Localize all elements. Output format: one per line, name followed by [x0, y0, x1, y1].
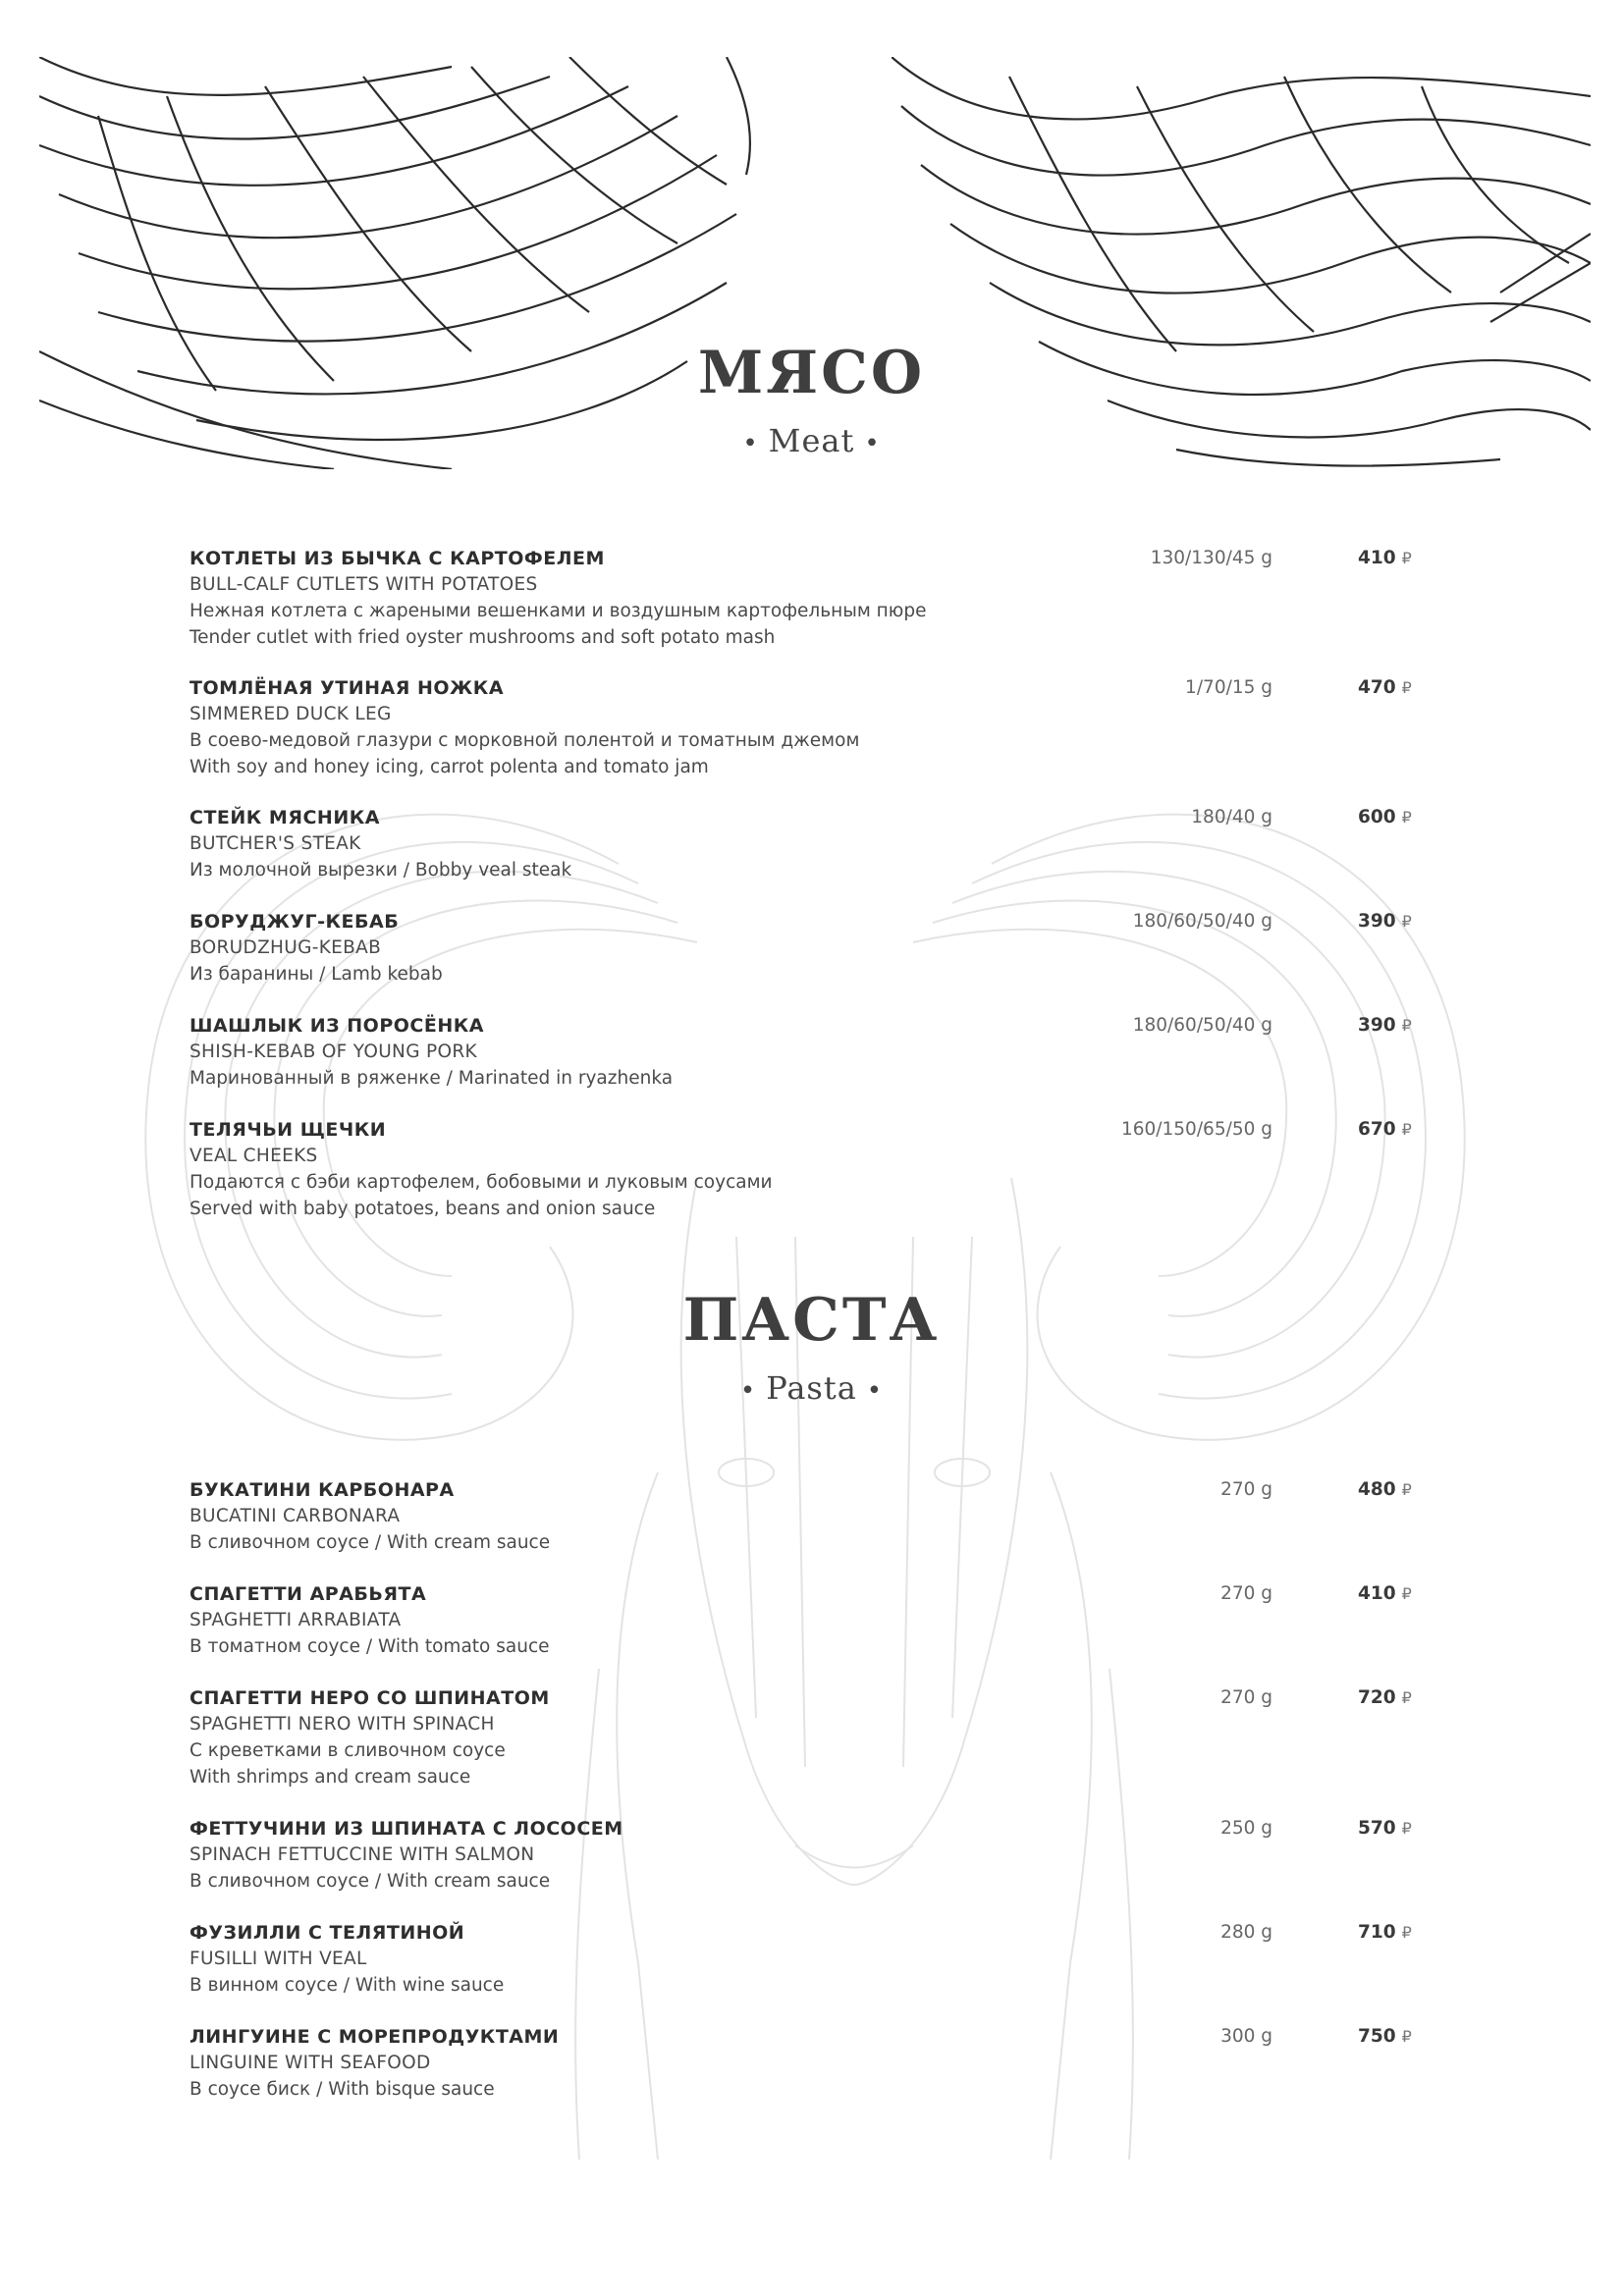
price-value: 410 [1358, 1583, 1396, 1604]
dish-description: Нежная котлета с жареными вешенками и воздушным картофельным пюре [189, 601, 927, 621]
dish-weight: 270 g [1220, 1583, 1272, 1604]
dish-description: With shrimps and cream sauce [189, 1767, 471, 1788]
dish-price [1358, 911, 1412, 932]
dish-weight: 270 g [1220, 1687, 1272, 1708]
dish-description: Подаются с бэби картофелем, бобовыми и луковым соусами [189, 1172, 773, 1193]
dish-description: Served with baby potatoes, beans and onion sauce [189, 1199, 656, 1219]
dish-name: СПАГЕТТИ НЕРО СО ШПИНАТОМ [189, 1687, 550, 1709]
menu-item [189, 1922, 1436, 2030]
dish-name: ФУЗИЛЛИ С ТЕЛЯТИНОЙ [189, 1922, 465, 1944]
bullet-icon: • [739, 1375, 757, 1406]
pasta-section-subtitle [0, 1369, 1623, 1407]
meat-subtitle-text: Meat [768, 422, 855, 459]
price-value: 670 [1358, 1119, 1396, 1140]
ruble-sign: ₽ [1401, 1120, 1412, 1139]
dish-name-english: SPINACH FETTUCCINE WITH SALMON [189, 1844, 535, 1865]
dish-description: В соево-медовой глазури с морковной полентой и томатным джемом [189, 730, 860, 751]
ruble-sign: ₽ [1401, 1923, 1412, 1942]
dish-name: БОРУДЖУГ-КЕБАБ [189, 911, 400, 933]
bullet-icon: • [864, 428, 881, 458]
dish-name-english: LINGUINE WITH SEAFOOD [189, 2053, 431, 2073]
dish-price [1358, 548, 1412, 568]
dish-name: СТЕЙК МЯСНИКА [189, 807, 380, 828]
price-value: 570 [1358, 1818, 1396, 1839]
dish-weight: 160/150/65/50 g [1120, 1119, 1272, 1140]
menu-item [189, 1479, 1436, 1587]
dish-price [1358, 1583, 1412, 1604]
dish-description: Маринованный в ряженке / Marinated in ryazhenka [189, 1068, 674, 1089]
engraved-pasta-nest-icon [39, 57, 869, 469]
menu-item [189, 1818, 1436, 1926]
dish-name-english: BULL-CALF CUTLETS WITH POTATOES [189, 574, 538, 595]
pasta-subtitle-text: Pasta [766, 1369, 857, 1407]
ruble-sign: ₽ [1401, 1016, 1412, 1035]
dish-price [1358, 1119, 1412, 1140]
dish-name-english: SHISH-KEBAB OF YOUNG PORK [189, 1041, 477, 1062]
dish-description: В сливочном соусе / With cream sauce [189, 1871, 551, 1892]
menu-item [189, 911, 1436, 1019]
menu-item [189, 1119, 1436, 1227]
ruble-sign: ₽ [1401, 1688, 1412, 1707]
dish-name: ФЕТТУЧИНИ ИЗ ШПИНАТА С ЛОСОСЕМ [189, 1818, 623, 1840]
dish-price [1358, 1687, 1412, 1708]
price-value: 390 [1358, 1015, 1396, 1036]
ruble-sign: ₽ [1401, 1584, 1412, 1603]
price-value: 750 [1358, 2026, 1396, 2047]
dish-weight: 180/60/50/40 g [1132, 911, 1272, 932]
dish-price [1358, 1479, 1412, 1500]
menu-item [189, 2026, 1436, 2134]
dish-name-english: FUSILLI WITH VEAL [189, 1949, 367, 1969]
menu-item [189, 1015, 1436, 1123]
price-value: 720 [1358, 1687, 1396, 1708]
dish-name: СПАГЕТТИ АРАБЬЯТА [189, 1583, 427, 1605]
price-value: 390 [1358, 911, 1396, 932]
dish-price [1358, 807, 1412, 828]
dish-name: БУКАТИНИ КАРБОНАРА [189, 1479, 455, 1501]
engraved-pasta-nest-icon [892, 57, 1591, 469]
dish-price [1358, 677, 1412, 698]
pasta-section-title: ПАСТА [682, 1286, 941, 1355]
dish-weight: 250 g [1220, 1818, 1272, 1839]
dish-description: С креветками в сливочном соусе [189, 1740, 506, 1761]
bullet-icon: • [866, 1375, 884, 1406]
dish-name: ШАШЛЫК ИЗ ПОРОСЁНКА [189, 1015, 484, 1037]
bullet-icon: • [742, 428, 759, 458]
dish-description: Из молочной вырезки / Bobby veal steak [189, 860, 572, 881]
dish-weight: 1/70/15 g [1185, 677, 1272, 698]
dish-price [1358, 2026, 1412, 2047]
dish-description: В соусе биск / With bisque sauce [189, 2079, 495, 2100]
ruble-sign: ₽ [1401, 549, 1412, 567]
dish-name-english: BUCATINI CARBONARA [189, 1506, 401, 1526]
ruble-sign: ₽ [1401, 1819, 1412, 1838]
dish-description: Tender cutlet with fried oyster mushrooms and soft potato mash [189, 627, 776, 648]
dish-name-english: SPAGHETTI NERO WITH SPINACH [189, 1714, 495, 1735]
dish-weight: 280 g [1220, 1922, 1272, 1943]
price-value: 710 [1358, 1922, 1396, 1943]
dish-weight: 300 g [1220, 2026, 1272, 2047]
dish-weight: 130/130/45 g [1150, 548, 1272, 568]
meat-section-title: МЯСО [697, 339, 926, 407]
dish-price [1358, 1015, 1412, 1036]
dish-name: ТЕЛЯЧЬИ ЩЕЧКИ [189, 1119, 387, 1141]
ruble-sign: ₽ [1401, 2027, 1412, 2046]
dish-name-english: SIMMERED DUCK LEG [189, 704, 392, 724]
menu-item [189, 548, 1436, 656]
price-value: 480 [1358, 1479, 1396, 1500]
dish-name-english: BORUDZHUG-KEBAB [189, 937, 382, 958]
dish-description: В винном соусе / With wine sauce [189, 1975, 505, 1996]
menu-item [189, 677, 1436, 785]
dish-weight: 270 g [1220, 1479, 1272, 1500]
dish-name-english: BUTCHER'S STEAK [189, 833, 361, 854]
dish-price [1358, 1922, 1412, 1943]
menu-item [189, 1583, 1436, 1691]
menu-item [189, 807, 1436, 915]
ruble-sign: ₽ [1401, 678, 1412, 697]
price-value: 410 [1358, 548, 1396, 568]
dish-weight: 180/60/50/40 g [1132, 1015, 1272, 1036]
dish-name: ЛИНГУИНЕ С МОРЕПРОДУКТАМИ [189, 2026, 560, 2048]
price-value: 470 [1358, 677, 1396, 698]
menu-item [189, 1687, 1436, 1795]
dish-name-english: VEAL CHEEKS [189, 1146, 318, 1166]
dish-weight: 180/40 g [1191, 807, 1272, 828]
ruble-sign: ₽ [1401, 808, 1412, 827]
dish-description: With soy and honey icing, carrot polenta and tomato jam [189, 757, 709, 777]
dish-description: В сливочном соусе / With cream sauce [189, 1532, 551, 1553]
dish-name: ТОМЛЁНАЯ УТИНАЯ НОЖКА [189, 677, 505, 699]
dish-name-english: SPAGHETTI ARRABIATA [189, 1610, 402, 1630]
ruble-sign: ₽ [1401, 912, 1412, 931]
dish-description: В томатном соусе / With tomato sauce [189, 1636, 550, 1657]
meat-section-subtitle [0, 422, 1623, 459]
dish-description: Из баранины / Lamb kebab [189, 964, 443, 985]
dish-price [1358, 1818, 1412, 1839]
ruble-sign: ₽ [1401, 1480, 1412, 1499]
dish-name: КОТЛЕТЫ ИЗ БЫЧКА С КАРТОФЕЛЕМ [189, 548, 605, 569]
price-value: 600 [1358, 807, 1396, 828]
